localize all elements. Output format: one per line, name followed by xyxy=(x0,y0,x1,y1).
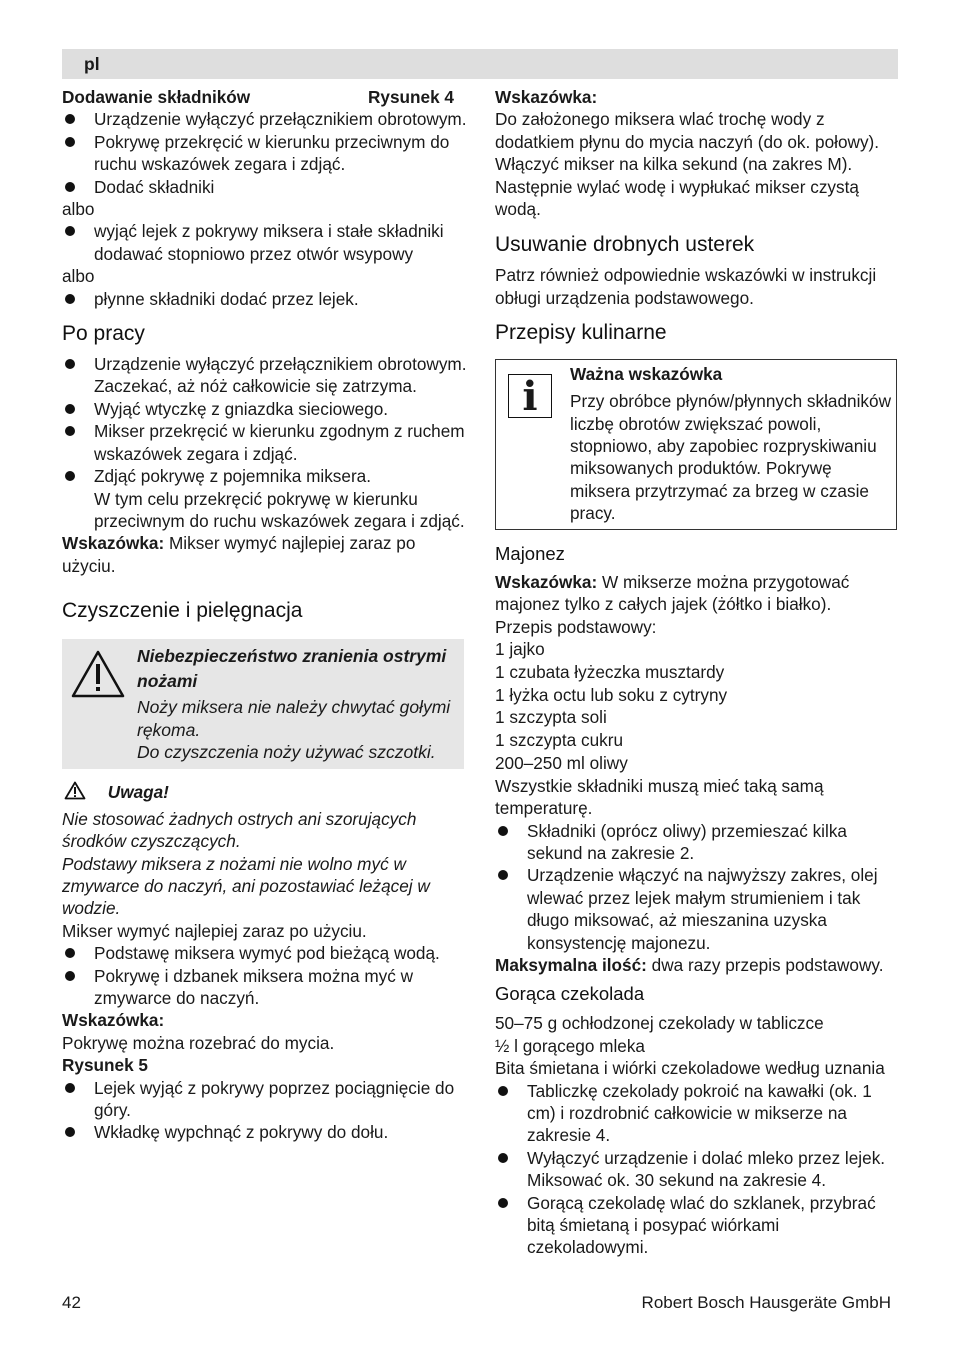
list-item: Składniki (oprócz oliwy) przemieszać kilka sekund na zakresie 2. xyxy=(495,820,905,865)
info-text: Przy obróbce płynów/płynnych składników liczbę obrotów zwiększać powoli, stopniowo, aby zapobiec rozpryskiwaniu miksowanych produktów. Pokrywę miksera przytrzymać za brzeg w czasie pracy. xyxy=(570,391,891,524)
list-item: Wyłączyć urządzenie i dolać mleko przez lejek. Miksować ok. 30 sekund na zakresie 4. xyxy=(495,1147,905,1192)
warning-triangle-icon xyxy=(70,649,126,699)
list-item: Urządzenie wyłączyć przełącznikiem obrotowym. xyxy=(62,108,467,130)
warning-text: Noży miksera nie należy chwytać gołymi rękoma. xyxy=(137,697,451,740)
paragraph: Patrz również odpowiednie wskazówki w instrukcji obługi urządzenia podstawowego. xyxy=(495,265,877,308)
list-item-text: W tym celu przekręcić pokrywę w kierunku przeciwnym do ruchu wskazówek zegara i zdjąć. xyxy=(94,488,465,531)
warning-content xyxy=(137,644,464,763)
ingredient: 50–75 g ochłodzonej czekolady w tabliczce xyxy=(495,1013,824,1034)
ingredient: 200–250 ml oliwy xyxy=(495,752,628,773)
info-title: Ważna wskazówka xyxy=(570,364,723,385)
list-item: Lejek wyjąć z pokrywy poprzez pociągnięcie do góry. xyxy=(62,1077,467,1122)
right-column xyxy=(495,86,905,1259)
footer-company: Robert Bosch Hausgeräte GmbH xyxy=(641,1293,891,1312)
list-item: Podstawę miksera wymyć pod bieżącą wodą. xyxy=(62,942,467,964)
bullet-list xyxy=(62,1077,467,1144)
section-title: Dodawanie składników xyxy=(62,87,251,107)
ingredient-list xyxy=(495,638,905,775)
ingredient: 1 czubata łyżeczka musztardy xyxy=(495,661,725,682)
bullet-list xyxy=(62,288,467,310)
note-text: Do założonego miksera wlać trochę wody z dodatkiem płynu do mycia naczyń (do ok. połowy). Włączyć mikser na kilka sekund (na zakres M). Następnie wylać wodę i wypłukać mikser czystą wodą. xyxy=(495,109,880,220)
or-text: albo xyxy=(62,266,95,287)
subsection-heading: Gorąca czekolada xyxy=(495,983,645,1005)
caution-triangle-icon xyxy=(64,781,86,800)
subsection-heading: Majonez xyxy=(495,542,565,564)
note-label: Wskazówka: xyxy=(62,1010,165,1031)
ingredient: 1 jajko xyxy=(495,638,545,659)
bullet-list xyxy=(495,820,905,954)
list-item-text: Zdjąć pokrywę z pojemnika miksera. xyxy=(94,466,372,487)
note-label: Wskazówka: xyxy=(62,533,165,554)
ingredient: 1 szczypta cukru xyxy=(495,730,623,751)
note-paragraph xyxy=(495,571,905,616)
note-paragraph xyxy=(495,954,905,976)
bullet-list xyxy=(62,220,467,265)
paragraph: Mikser wymyć najlepiej zaraz po użyciu. xyxy=(62,920,367,941)
list-item: Wkładkę wypchnąć z pokrywy do dołu. xyxy=(62,1121,467,1143)
ingredient: 1 szczypta soli xyxy=(495,707,607,728)
or-text: albo xyxy=(62,199,95,220)
caution-heading xyxy=(62,781,467,803)
list-item: Tabliczkę czekolady pokroić na kawałki (ok. 1 cm) i rozdrobnić całkowicie w mikserze na zakresie 4. xyxy=(495,1080,905,1147)
list-item: Mikser przekręcić w kierunku zgodnym z ruchem wskazówek zegara i zdjąć. xyxy=(62,420,467,465)
list-item xyxy=(62,465,467,532)
list-item: wyjąć lejek z pokrywy miksera i stałe składniki dodawać stopniowo przez otwór wsypowy xyxy=(62,220,467,265)
bullet-list xyxy=(62,353,467,532)
warning-text: Do czyszczenia noży używać szczotki. xyxy=(137,741,436,762)
ingredient: 1 łyżka octu lub soku z cytryny xyxy=(495,684,728,705)
paragraph: Wszystkie składniki muszą mieć taką samą temperaturę. xyxy=(495,775,824,819)
list-item: Urządzenie wyłączyć przełącznikiem obrotowym. Zaczekać, aż nóż całkowicie się zatrzyma. xyxy=(62,353,467,398)
note-text: Mikser wymyć najlepiej zaraz po użyciu. xyxy=(62,533,416,576)
list-item: Pokrywę przekręcić w kierunku przeciwnym do ruchu wskazówek zegara i zdjąć. xyxy=(62,131,467,176)
bullet-list xyxy=(62,942,467,1009)
caution-label: Uwaga! xyxy=(107,782,169,803)
language-label: pl xyxy=(84,54,100,74)
language-header-bar xyxy=(62,49,898,79)
section-heading: Po pracy xyxy=(62,322,145,346)
note-label: Wskazówka: xyxy=(495,87,598,107)
note-label: Wskazówka: xyxy=(495,571,598,592)
section-title-row xyxy=(62,86,454,108)
info-content xyxy=(570,362,896,524)
figure-ref: Rysunek 4 xyxy=(368,87,454,107)
info-box xyxy=(495,359,897,529)
bullet-list xyxy=(62,108,467,198)
max-text: dwa razy przepis podstawowy. xyxy=(646,954,884,975)
list-item: płynne składniki dodać przez lejek. xyxy=(62,288,467,310)
figure-ref: Rysunek 5 xyxy=(62,1055,148,1076)
list-item: Wyjąć wtyczkę z gniazdka sieciowego. xyxy=(62,398,467,420)
max-label: Maksymalna ilość: xyxy=(495,954,647,975)
page-number: 42 xyxy=(62,1293,81,1312)
bullet-list xyxy=(495,1080,905,1259)
list-item: Urządzenie włączyć na najwyższy zakres, olej wlewać przez lejek małym strumieniem i tak długo miksować, aż mieszanina uzyska konsystencję majonezu. xyxy=(495,864,905,954)
section-heading: Przepisy kulinarne xyxy=(495,321,667,345)
left-column xyxy=(62,86,467,1144)
list-item: Dodać składniki xyxy=(62,176,467,198)
section-heading: Czyszczenie i pielęgnacja xyxy=(62,599,303,623)
caution-text: Podstawy miksera z nożami nie wolno myć w zmywarce do naczyń, ani pozostawiać leżącej w wodzie. xyxy=(62,853,430,919)
warning-title: Niebezpieczeństwo zranienia ostrymi nożami xyxy=(137,646,447,692)
list-item: Pokrywę i dzbanek miksera można myć w zmywarce do naczyń. xyxy=(62,965,467,1010)
list-item: Gorącą czekoladę wlać do szklanek, przybrać bitą śmietaną i posypać wiórkami czekoladowymi. xyxy=(495,1192,905,1259)
warning-box xyxy=(62,639,464,769)
ingredient: Bita śmietana i wiórki czekoladowe według uznania xyxy=(495,1058,885,1079)
caution-text: Nie stosować żadnych ostrych ani szorujących środków czyszczących. xyxy=(62,808,417,852)
section-heading: Usuwanie drobnych usterek xyxy=(495,233,755,257)
paragraph: Przepis podstawowy: xyxy=(495,616,657,637)
note-paragraph xyxy=(62,532,467,577)
note-text: W mikserze można przygotować majonez tylko z całych jajek (żółtko i białko). xyxy=(495,571,850,615)
info-icon: i xyxy=(508,374,552,418)
ingredient: ½ l gorącego mleka xyxy=(495,1035,645,1056)
note-text: Pokrywę można rozebrać do mycia. xyxy=(62,1032,335,1053)
